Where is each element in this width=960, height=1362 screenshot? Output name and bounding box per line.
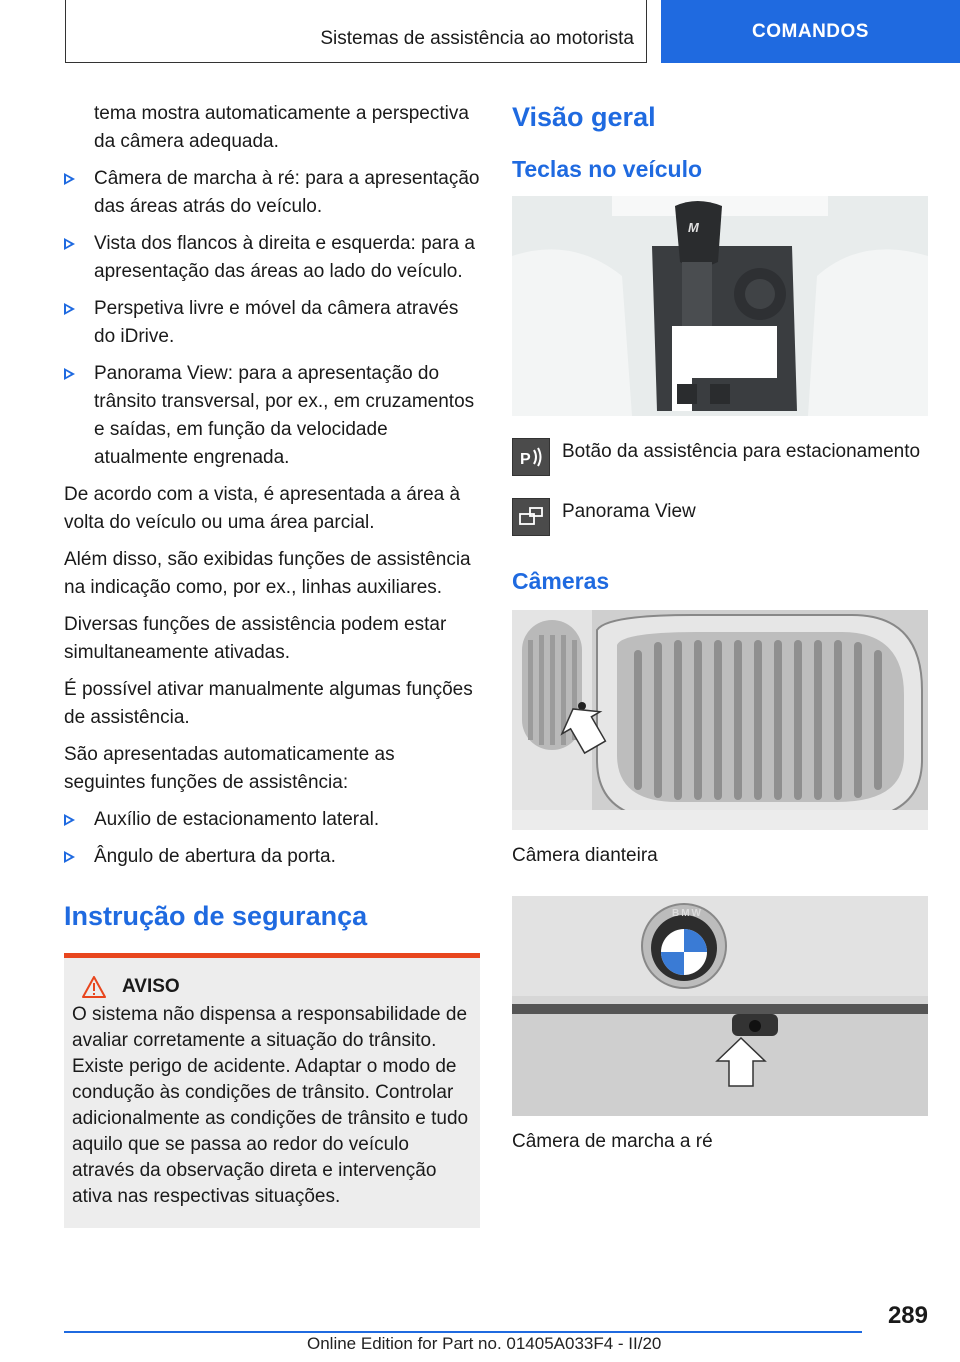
key-parking-row xyxy=(512,438,928,476)
bullet-icon xyxy=(64,173,75,185)
rear-camera-figure xyxy=(512,896,928,1116)
list-item: Vista dos flancos à direita e esquerda: para a apresentação das áreas ao lado do veículo. xyxy=(64,230,480,286)
paragraph: É possível ativar manualmente algumas funções de assistência. xyxy=(64,679,473,728)
continued-text: tema mostra automaticamente a perspectiva da câmera adequada. xyxy=(94,103,469,152)
header-box xyxy=(65,0,647,63)
svg-text:P: P xyxy=(520,451,531,468)
bullet-icon xyxy=(64,238,75,250)
paragraph: Além disso, são exibidas funções de assistência na indicação como, por ex., linhas auxiliares. xyxy=(64,549,471,598)
warning-header xyxy=(72,976,472,998)
overview-heading: Visão geral xyxy=(512,102,656,132)
footer-divider xyxy=(64,1331,862,1333)
parking-assist-icon xyxy=(512,438,550,476)
list-item: Câmera de marcha à ré: para a apresentação das áreas atrás do veículo. xyxy=(64,165,480,221)
paragraph: Diversas funções de assistência podem estar simultaneamente ativadas. xyxy=(64,614,447,663)
front-grille-illustration xyxy=(512,610,928,830)
panorama-view-icon xyxy=(512,498,550,536)
footer-edition: Online Edition for Part no. 01405A033F4 - II/20 xyxy=(307,1334,662,1353)
bullet-icon xyxy=(64,851,75,863)
front-camera-caption: Câmera dianteira xyxy=(512,845,658,866)
panorama-view-label: Panorama View xyxy=(562,501,696,522)
cameras-heading: Câmeras xyxy=(512,568,610,594)
bullet-icon xyxy=(64,303,75,315)
console-illustration xyxy=(512,196,928,416)
left-column xyxy=(64,100,480,1228)
bullet-icon xyxy=(64,814,75,826)
warning-title: AVISO xyxy=(122,976,180,997)
console-figure xyxy=(512,196,928,416)
warning-text: O sistema não dispensa a responsabilidade de avaliar corretamente a situação do trânsito. Existe perigo de acidente. Adaptar o modo de condução às condições de trânsito. Controlar adicionalmente as condições de trânsito e tudo aquilo que se passa ao redor do veículo através da observação direta e intervenção ativa nas respectivas situações. xyxy=(72,1004,469,1207)
bullet-icon xyxy=(64,368,75,380)
warning-box xyxy=(64,953,480,1228)
gear-logo-label: M xyxy=(688,220,699,235)
paragraph: São apresentadas automaticamente as seguintes funções de assistência: xyxy=(64,744,395,793)
list-item: Ângulo de abertura da porta. xyxy=(64,843,480,871)
list-item: Perspetiva livre e móvel da câmera através do iDrive. xyxy=(64,295,480,351)
paragraph: De acordo com a vista, é apresentada a área à volta do veículo ou uma área parcial. xyxy=(64,484,461,533)
section-title: Sistemas de assistência ao motorista xyxy=(320,28,634,49)
tab-comandos[interactable]: COMANDOS xyxy=(661,0,960,63)
warning-icon xyxy=(82,976,106,998)
list-item: Panorama View: para a apresentação do trânsito transversal, por ex., em cruzamentos e saídas, em função da velocidade atualmente engrenada. xyxy=(64,360,480,472)
right-column xyxy=(512,100,928,1156)
parking-assist-label: Botão da assistência para estacionamento xyxy=(562,441,921,462)
front-camera-figure xyxy=(512,610,928,830)
rear-camera-illustration xyxy=(512,896,928,1116)
rear-camera-caption: Câmera de marcha a ré xyxy=(512,1131,713,1152)
list-item: Auxílio de estacionamento lateral. xyxy=(64,806,480,834)
keys-heading: Teclas no veículo xyxy=(512,156,703,182)
safety-heading: Instrução de segurança xyxy=(64,901,368,931)
bmw-logo-text: BMW xyxy=(672,908,703,919)
page-number: 289 xyxy=(887,1302,928,1329)
key-panorama-row xyxy=(512,498,928,536)
